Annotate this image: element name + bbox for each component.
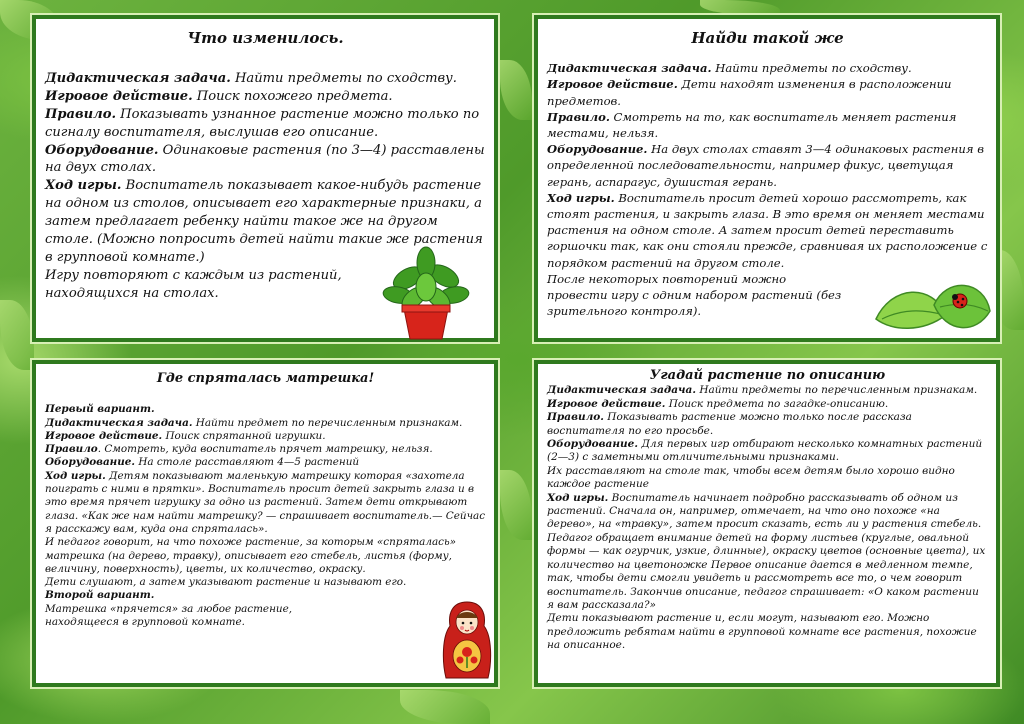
placement-paragraph: Их расставляют на столе так, чтобы всем детям было хорошо видно каждое растение bbox=[547, 464, 955, 491]
course-paragraph bbox=[547, 190, 988, 271]
card-where-matryoshka bbox=[32, 360, 498, 687]
teacher-paragraph: И педагог говорит, на что похоже растение, за которым «спряталась» матрешка (на дерево, травку), описывает его стебель, листья (форму, величину, поверхность), цветы, их количество, окраску. bbox=[45, 536, 457, 575]
rule-paragraph bbox=[45, 443, 486, 456]
rule-text: . Смотреть, куда воспитатель прячет матрешку, нельзя. bbox=[97, 443, 433, 456]
matryoshka-icon bbox=[440, 600, 494, 682]
equipment-text: Одинаковые растения (по 3—4) расставлены на двух столах. bbox=[45, 142, 485, 176]
task-paragraph bbox=[547, 384, 988, 397]
task-text: Найти предметы по сходству. bbox=[230, 70, 457, 86]
card-title: Где спряталась матрешка! bbox=[156, 371, 375, 386]
rule-label: Правило. bbox=[547, 109, 610, 124]
rule-label: Правило bbox=[45, 443, 98, 456]
task-label: Дидактическая задача. bbox=[45, 70, 231, 86]
rule-text: Смотреть на то, как воспитатель меняет растения местами, нельзя. bbox=[547, 109, 957, 141]
note-paragraph: После некоторых повторений можно провести игру с одним набором растений (без зрительного контроля). bbox=[547, 271, 842, 319]
course-text: Воспитатель просит детей хорошо рассмотреть, как стоят растения, и закрыть глаза. В это время он меняет местами растения на одном столе. А затем просит детей переставить горшочки так, как они стояли прежде, сравнивая их расположение с порядком растений на другом столе. bbox=[547, 190, 988, 270]
action-text: Поиск спрятанной игрушки. bbox=[162, 429, 326, 442]
action-paragraph bbox=[45, 430, 486, 443]
action-paragraph bbox=[547, 76, 988, 108]
rule-paragraph bbox=[547, 411, 988, 438]
action-label: Игровое действие. bbox=[547, 77, 678, 92]
equipment-paragraph bbox=[45, 142, 486, 178]
children-paragraph: Дети слушают, а затем указывают растение и называют его. bbox=[45, 576, 407, 589]
background-leaf bbox=[0, 300, 34, 370]
equipment-text: Для первых игр отбирают несколько комнатных растений (2—3) с заметными отличительными признаками. bbox=[547, 438, 983, 464]
card-guess-by-description bbox=[534, 360, 1000, 687]
course-label: Ход игры. bbox=[45, 469, 106, 482]
rule-label: Правило. bbox=[547, 411, 604, 424]
course-text: Детям показывают маленькую матрешку которая «захотела поиграть с ними в прятки». Воспитатель просит детей закрыть глаза и в это время прячет игрушку за одно из растений. Затем дети открывают глаза. «Как же нам найти матрешку? — спрашивает воспитатель.— Сейчас я расскажу вам, куда она спряталась». bbox=[45, 469, 486, 535]
action-text: Поиск предмета по загадке-описанию. bbox=[665, 397, 889, 410]
action-paragraph bbox=[547, 398, 988, 411]
course-label: Ход игры. bbox=[547, 491, 609, 504]
card-title: Угадай растение по описанию bbox=[649, 368, 886, 383]
equipment-text: На столе расставляют 4—5 растений bbox=[135, 456, 360, 469]
course-label: Ход игры. bbox=[45, 178, 122, 194]
background-leaf bbox=[500, 60, 532, 120]
rule-paragraph bbox=[45, 106, 486, 142]
variant2-paragraph bbox=[45, 589, 486, 602]
task-text: Найти предметы по сходству. bbox=[711, 61, 912, 76]
course-text: Воспитатель начинает подробно рассказывать об одном из растений. Сначала он, например, отмечает, на что оно похоже «на дерево», на «травку», затем просит сказать, есть ли у растения стебель. Педагог обращает внимание детей на форму листьев (круглые, овальной формы — как огурчик, узкие, длинные), окраску цветов (основные цвета), их количество на цветоножке Первое описание дается в медленном темпе, так, чтобы дети смогли увидеть и рассмотреть все то, о чем говорит воспитатель. Закончив описание, педагог спрашивает: «О каком растении я вам рассказала?» bbox=[547, 491, 986, 611]
course-text: Воспитатель показывает какое-нибудь растение на одном из столов, описывает его характерные признаки, а затем предлагает ребенку найти такое же на другом столе. (Можно попросить детей найти такие же растения в групповой комнате.) bbox=[45, 178, 483, 265]
variant2-label: Второй вариант. bbox=[45, 589, 155, 602]
background-leaf bbox=[500, 470, 532, 540]
task-paragraph bbox=[45, 70, 486, 88]
variant1-label: Первый вариант. bbox=[45, 403, 155, 416]
variant1-paragraph bbox=[45, 403, 486, 416]
repeat-paragraph: Игру повторяют с каждым из растений, находящихся на столах. bbox=[45, 267, 342, 301]
task-text: Найти предметы по перечисленным признакам. bbox=[696, 384, 978, 397]
task-label: Дидактическая задача. bbox=[547, 61, 712, 76]
leaves-ladybug-icon bbox=[872, 275, 994, 339]
task-label: Дидактическая задача. bbox=[547, 384, 696, 397]
action-label: Игровое действие. bbox=[45, 429, 163, 442]
action-label: Игровое действие. bbox=[547, 397, 666, 410]
task-paragraph bbox=[45, 417, 486, 430]
equipment-label: Оборудование. bbox=[45, 456, 136, 469]
action-text: Дети находят изменения в расположении предметов. bbox=[547, 77, 952, 108]
equipment-label: Оборудование. bbox=[547, 142, 648, 157]
rule-text: Показывать растение можно только после рассказа воспитателя по его просьбе. bbox=[547, 411, 912, 437]
final-paragraph: Дети показывают растение и, если могут, называют его. Можно предложить ребятам найти в групповой комнате все растения, похожие на описанное. bbox=[547, 612, 977, 652]
action-label: Игровое действие. bbox=[45, 88, 193, 104]
equipment-label: Оборудование. bbox=[547, 438, 638, 451]
equipment-paragraph bbox=[547, 141, 988, 190]
card-what-changed bbox=[32, 15, 498, 342]
course-paragraph bbox=[547, 492, 988, 613]
action-paragraph bbox=[45, 88, 486, 106]
action-text: Поиск похожего предмета. bbox=[192, 88, 393, 104]
variant2-text: Матрешка «прячется» за любое растение, находящееся в групповой комнате. bbox=[45, 602, 293, 629]
task-paragraph bbox=[547, 60, 988, 76]
card-find-same bbox=[534, 15, 1000, 342]
course-paragraph bbox=[45, 470, 486, 536]
potted-plant-icon bbox=[378, 243, 474, 341]
background-leaf bbox=[400, 690, 490, 724]
equipment-text: На двух столах ставят 3—4 одинаковых растения в определенной последовательности, например фикус, цветущая герань, аспарагус, душистая герань. bbox=[547, 142, 984, 189]
equipment-paragraph bbox=[45, 456, 486, 469]
rule-label: Правило. bbox=[45, 106, 117, 122]
task-text: Найти предмет по перечисленным признакам. bbox=[192, 416, 463, 429]
course-label: Ход игры. bbox=[547, 190, 615, 205]
rule-text: Показывать узнанное растение можно только по сигналу воспитателя, выслушав его описание. bbox=[45, 106, 480, 140]
card-title: Найди такой же bbox=[691, 29, 844, 47]
card-title: Что изменилось. bbox=[187, 29, 344, 47]
rule-paragraph bbox=[547, 109, 988, 141]
background-leaf bbox=[700, 0, 780, 15]
equipment-label: Оборудование. bbox=[45, 142, 159, 158]
task-label: Дидактическая задача. bbox=[45, 416, 193, 429]
equipment-paragraph bbox=[547, 438, 988, 465]
